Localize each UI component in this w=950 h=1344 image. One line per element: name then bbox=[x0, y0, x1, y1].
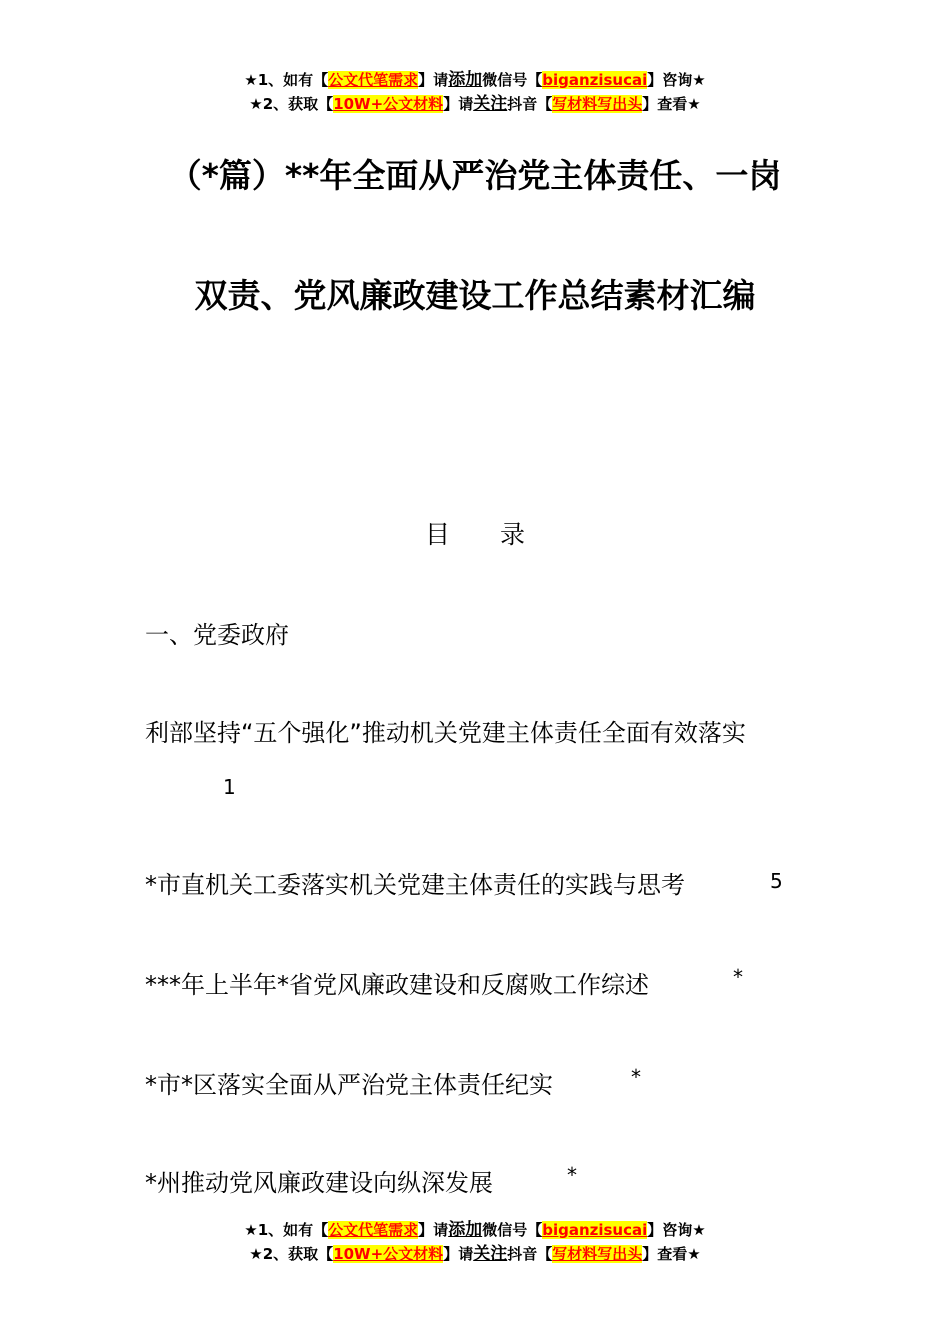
banner-underline: 添加 bbox=[448, 1220, 483, 1240]
toc-heading-char: 录 bbox=[500, 520, 526, 549]
toc-entry-title: *州推动党风廉政建设向纵深发展 bbox=[145, 1169, 493, 1197]
banner-highlight: 10W+公文材料 bbox=[333, 95, 444, 113]
banner-text: 】请 bbox=[443, 95, 474, 113]
banner-douyin-id: 写材料写出头 bbox=[552, 1245, 643, 1263]
toc-section-heading: 一、党委政府 bbox=[145, 621, 289, 649]
banner-underline: 关注 bbox=[473, 1244, 508, 1264]
banner-text: 】请 bbox=[418, 71, 449, 89]
toc-entry-page: 5 bbox=[770, 869, 783, 893]
banner-highlight: 公文代笔需求 bbox=[328, 1221, 419, 1239]
banner-text: ★1、如有【 bbox=[244, 1221, 329, 1239]
banner-text: 】查看★ bbox=[642, 1245, 701, 1263]
toc-entry-page: * bbox=[567, 1163, 577, 1187]
banner-text: 抖音【 bbox=[507, 95, 553, 113]
banner-text: ★2、获取【 bbox=[249, 1245, 334, 1263]
banner-underline: 添加 bbox=[448, 70, 483, 90]
banner-highlight: 10W+公文材料 bbox=[333, 1245, 444, 1263]
bottom-banner bbox=[0, 1218, 950, 1266]
toc-entry[interactable] bbox=[145, 865, 783, 900]
banner-wechat-id: biganzisucai bbox=[542, 71, 648, 89]
document-title-line-2: 双责、党风廉政建设工作总结素材汇编 bbox=[194, 276, 756, 315]
banner-text: 】请 bbox=[418, 1221, 449, 1239]
banner-text: 】请 bbox=[443, 1245, 474, 1263]
toc-entry-title: *市*区落实全面从严治党主体责任纪实 bbox=[145, 1071, 553, 1099]
banner-line-1 bbox=[0, 1218, 950, 1242]
toc-heading bbox=[0, 515, 950, 551]
banner-text: 】咨询★ bbox=[647, 71, 706, 89]
toc-entry-title: 利部坚持“五个强化”推动机关党建主体责任全面有效落实 bbox=[145, 719, 746, 747]
toc-entry-title: *市直机关工委落实机关党建主体责任的实践与思考 bbox=[145, 871, 685, 899]
banner-underline: 关注 bbox=[473, 94, 508, 114]
banner-text: 微信号【 bbox=[482, 1221, 543, 1239]
banner-text: 】咨询★ bbox=[647, 1221, 706, 1239]
toc-entry-page: * bbox=[631, 1065, 641, 1089]
toc-entry[interactable] bbox=[145, 1065, 641, 1100]
banner-text: ★1、如有【 bbox=[244, 71, 329, 89]
toc-entry[interactable] bbox=[145, 708, 815, 799]
toc-entry[interactable] bbox=[145, 1163, 577, 1198]
toc-entry-page: * bbox=[733, 965, 743, 989]
banner-line-1 bbox=[0, 68, 950, 92]
toc-entry[interactable] bbox=[145, 965, 743, 1000]
toc-entry-page: 1 bbox=[223, 775, 236, 799]
banner-text: 抖音【 bbox=[507, 1245, 553, 1263]
banner-line-2 bbox=[0, 1242, 950, 1266]
banner-text: 微信号【 bbox=[482, 71, 543, 89]
top-banner bbox=[0, 68, 950, 116]
banner-douyin-id: 写材料写出头 bbox=[552, 95, 643, 113]
banner-wechat-id: biganzisucai bbox=[542, 1221, 648, 1239]
banner-highlight: 公文代笔需求 bbox=[328, 71, 419, 89]
document-title-line-1: （*篇）**年全面从严治党主体责任、一岗 bbox=[168, 156, 782, 195]
banner-text: ★2、获取【 bbox=[249, 95, 334, 113]
banner-text: 】查看★ bbox=[642, 95, 701, 113]
banner-line-2 bbox=[0, 92, 950, 116]
toc-entry-title: ***年上半年*省党风廉政建设和反腐败工作综述 bbox=[145, 971, 649, 999]
toc-heading-char: 目 bbox=[424, 520, 450, 549]
